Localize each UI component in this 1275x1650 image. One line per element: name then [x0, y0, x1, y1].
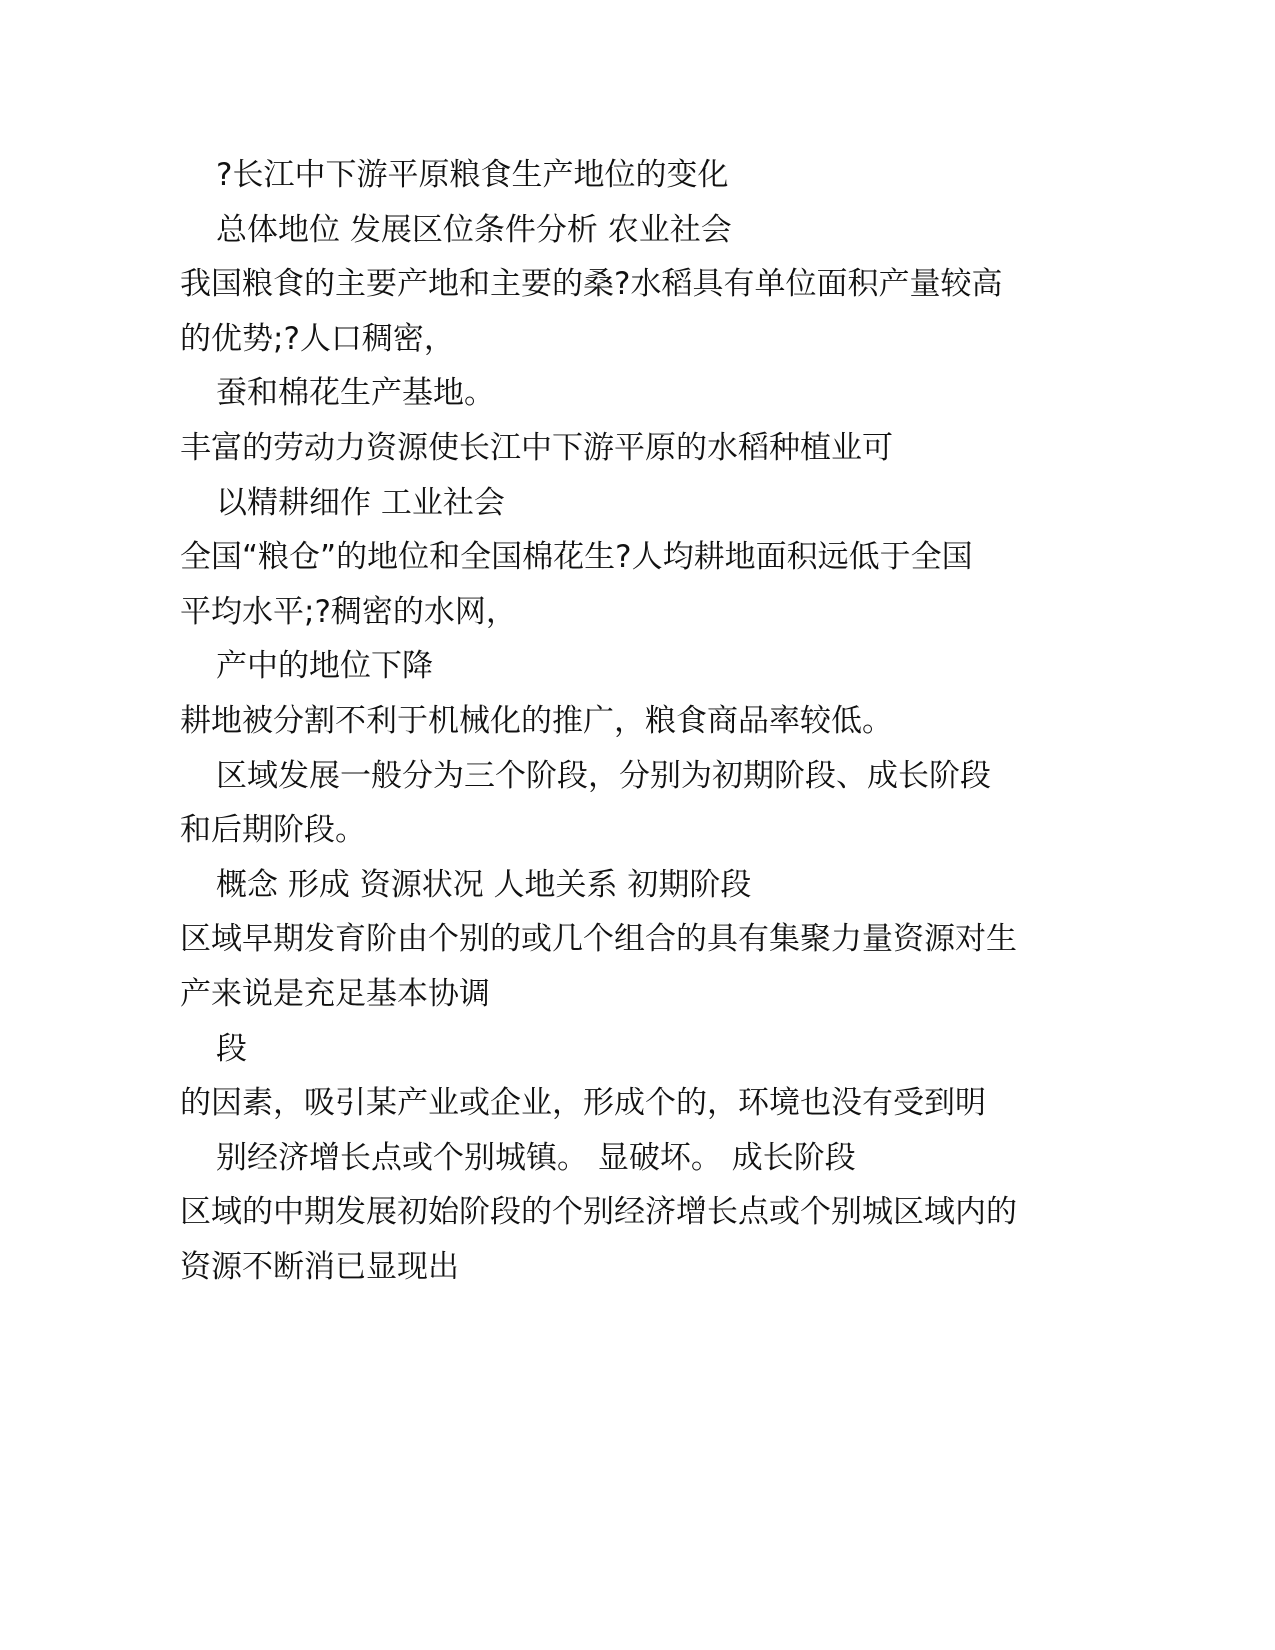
text-line: 丰富的劳动力资源使长江中下游平原的水稻种植业可 — [180, 429, 893, 466]
document-body — [180, 148, 1080, 1294]
text-line: 区域的中期发展初始阶段的个别经济增长点或个别城区域内的 — [180, 1194, 1017, 1231]
text-line: 平均水平;?稠密的水网， — [180, 593, 517, 630]
text-line: 蚕和棉花生产基地。 — [216, 375, 495, 412]
text-line: 产中的地位下降 — [216, 648, 433, 685]
text-line: 全国“粮仓”的地位和全国棉花生?人均耕地面积远低于全国 — [180, 539, 973, 576]
text-line: 以精耕细作 工业社会 — [216, 484, 505, 521]
text-line: 的因素，吸引某产业或企业，形成个的，环境也没有受到明 — [180, 1085, 986, 1122]
text-line: 产来说是充足基本协调 — [180, 975, 490, 1012]
text-line: ?长江中下游平原粮食生产地位的变化 — [216, 157, 729, 193]
text-line: 别经济增长点或个别城镇。 显破坏。 成长阶段 — [216, 1139, 856, 1176]
text-line: 的优势;?人口稠密， — [180, 320, 455, 357]
text-line: 概念 形成 资源状况 人地关系 初期阶段 — [216, 866, 752, 903]
text-line: 区域早期发育阶由个别的或几个组合的具有集聚力量资源对生 — [180, 921, 1017, 958]
text-line: 和后期阶段。 — [180, 812, 366, 849]
text-line: 总体地位 发展区位条件分析 农业社会 — [216, 211, 732, 248]
text-line: 区域发展一般分为三个阶段，分别为初期阶段、成长阶段 — [216, 757, 991, 794]
text-line: 资源不断消已显现出 — [180, 1248, 459, 1285]
text-line: 我国粮食的主要产地和主要的桑?水稻具有单位面积产量较高 — [180, 266, 1003, 303]
text-line: 段 — [216, 1030, 247, 1067]
text-line: 耕地被分割不利于机械化的推广，粮食商品率较低。 — [180, 702, 893, 739]
